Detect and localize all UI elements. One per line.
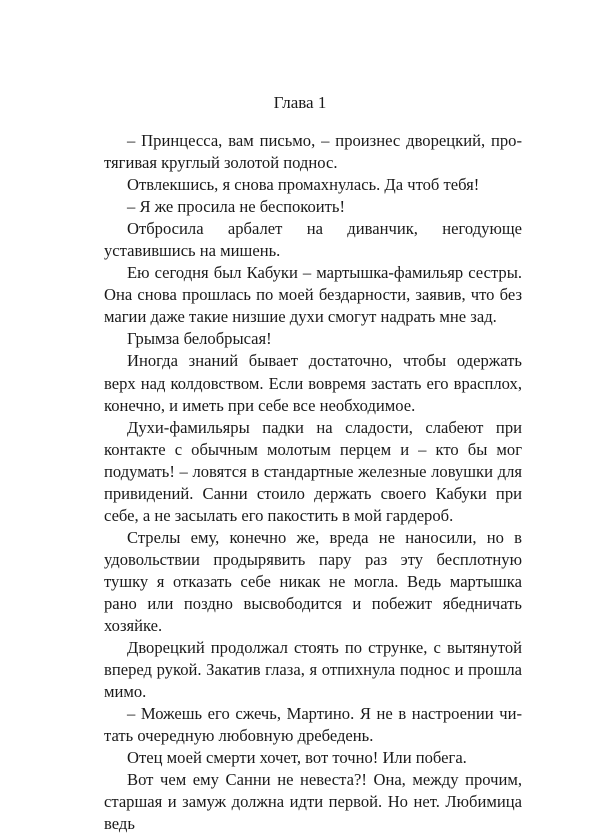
paragraph: Стрелы ему, конечно же, вреда не наносили, но в удовольствии продырявить пару раз эту бесплотную тушку я отказать себе никак не могла. Ведь мартышка рано или поздно высвободится и побежит ябедничать хозяйке. <box>104 527 522 636</box>
paragraph: Отбросила арбалет на диванчик, негодующе уставившись на мишень. <box>104 219 522 261</box>
paragraph: – Принцесса, вам письмо, – произнес дворецкий, протягивая круглый золотой поднос. <box>104 131 522 173</box>
paragraph: Вот чем ему Санни не невеста?! Она, между прочим, старшая и замуж должна идти первой. Но нет. Любимица ведь <box>104 770 522 834</box>
paragraph: Грымза белобрысая! <box>127 329 272 349</box>
paragraph: Ею сегодня был Кабуки – мартышка-фамильяр сестры. Она снова прошлась по моей бездарности, заявив, что без магии даже такие низшие духи смогут надрать мне зад. <box>104 263 522 327</box>
paragraph: Отвлекшись, я снова промахнулась. Да чтоб тебя! <box>127 175 480 195</box>
chapter-title: Глава 1 <box>273 93 327 112</box>
chapter-body <box>104 130 522 836</box>
paragraph: – Можешь его сжечь, Мартино. Я не в настроении читать очередную любовную дребедень. <box>104 704 522 746</box>
paragraph: – Я же просила не беспокоить! <box>127 197 346 217</box>
paragraph: Дворецкий продолжал стоять по струнке, с вытянутой вперед рукой. Закатив глаза, я отпихнула поднос и прошла мимо. <box>104 638 522 702</box>
paragraph: Иногда знаний бывает достаточно, чтобы одержать верх над колдовством. Если вовремя застать его врасплох, конечно, и иметь при себе все необходимое. <box>104 351 522 415</box>
paragraph: Духи-фамильяры падки на сладости, слабеют при контакте с обычным молотым перцем и – кто бы мог подумать! – ловятся в стандартные железные ловушки для привидений. Санни стоило держать своего Кабуки при себе, а не засылать его пакостить в мой гардероб. <box>104 417 522 525</box>
paragraph: Отец моей смерти хочет, вот точно! Или побега. <box>127 748 467 768</box>
